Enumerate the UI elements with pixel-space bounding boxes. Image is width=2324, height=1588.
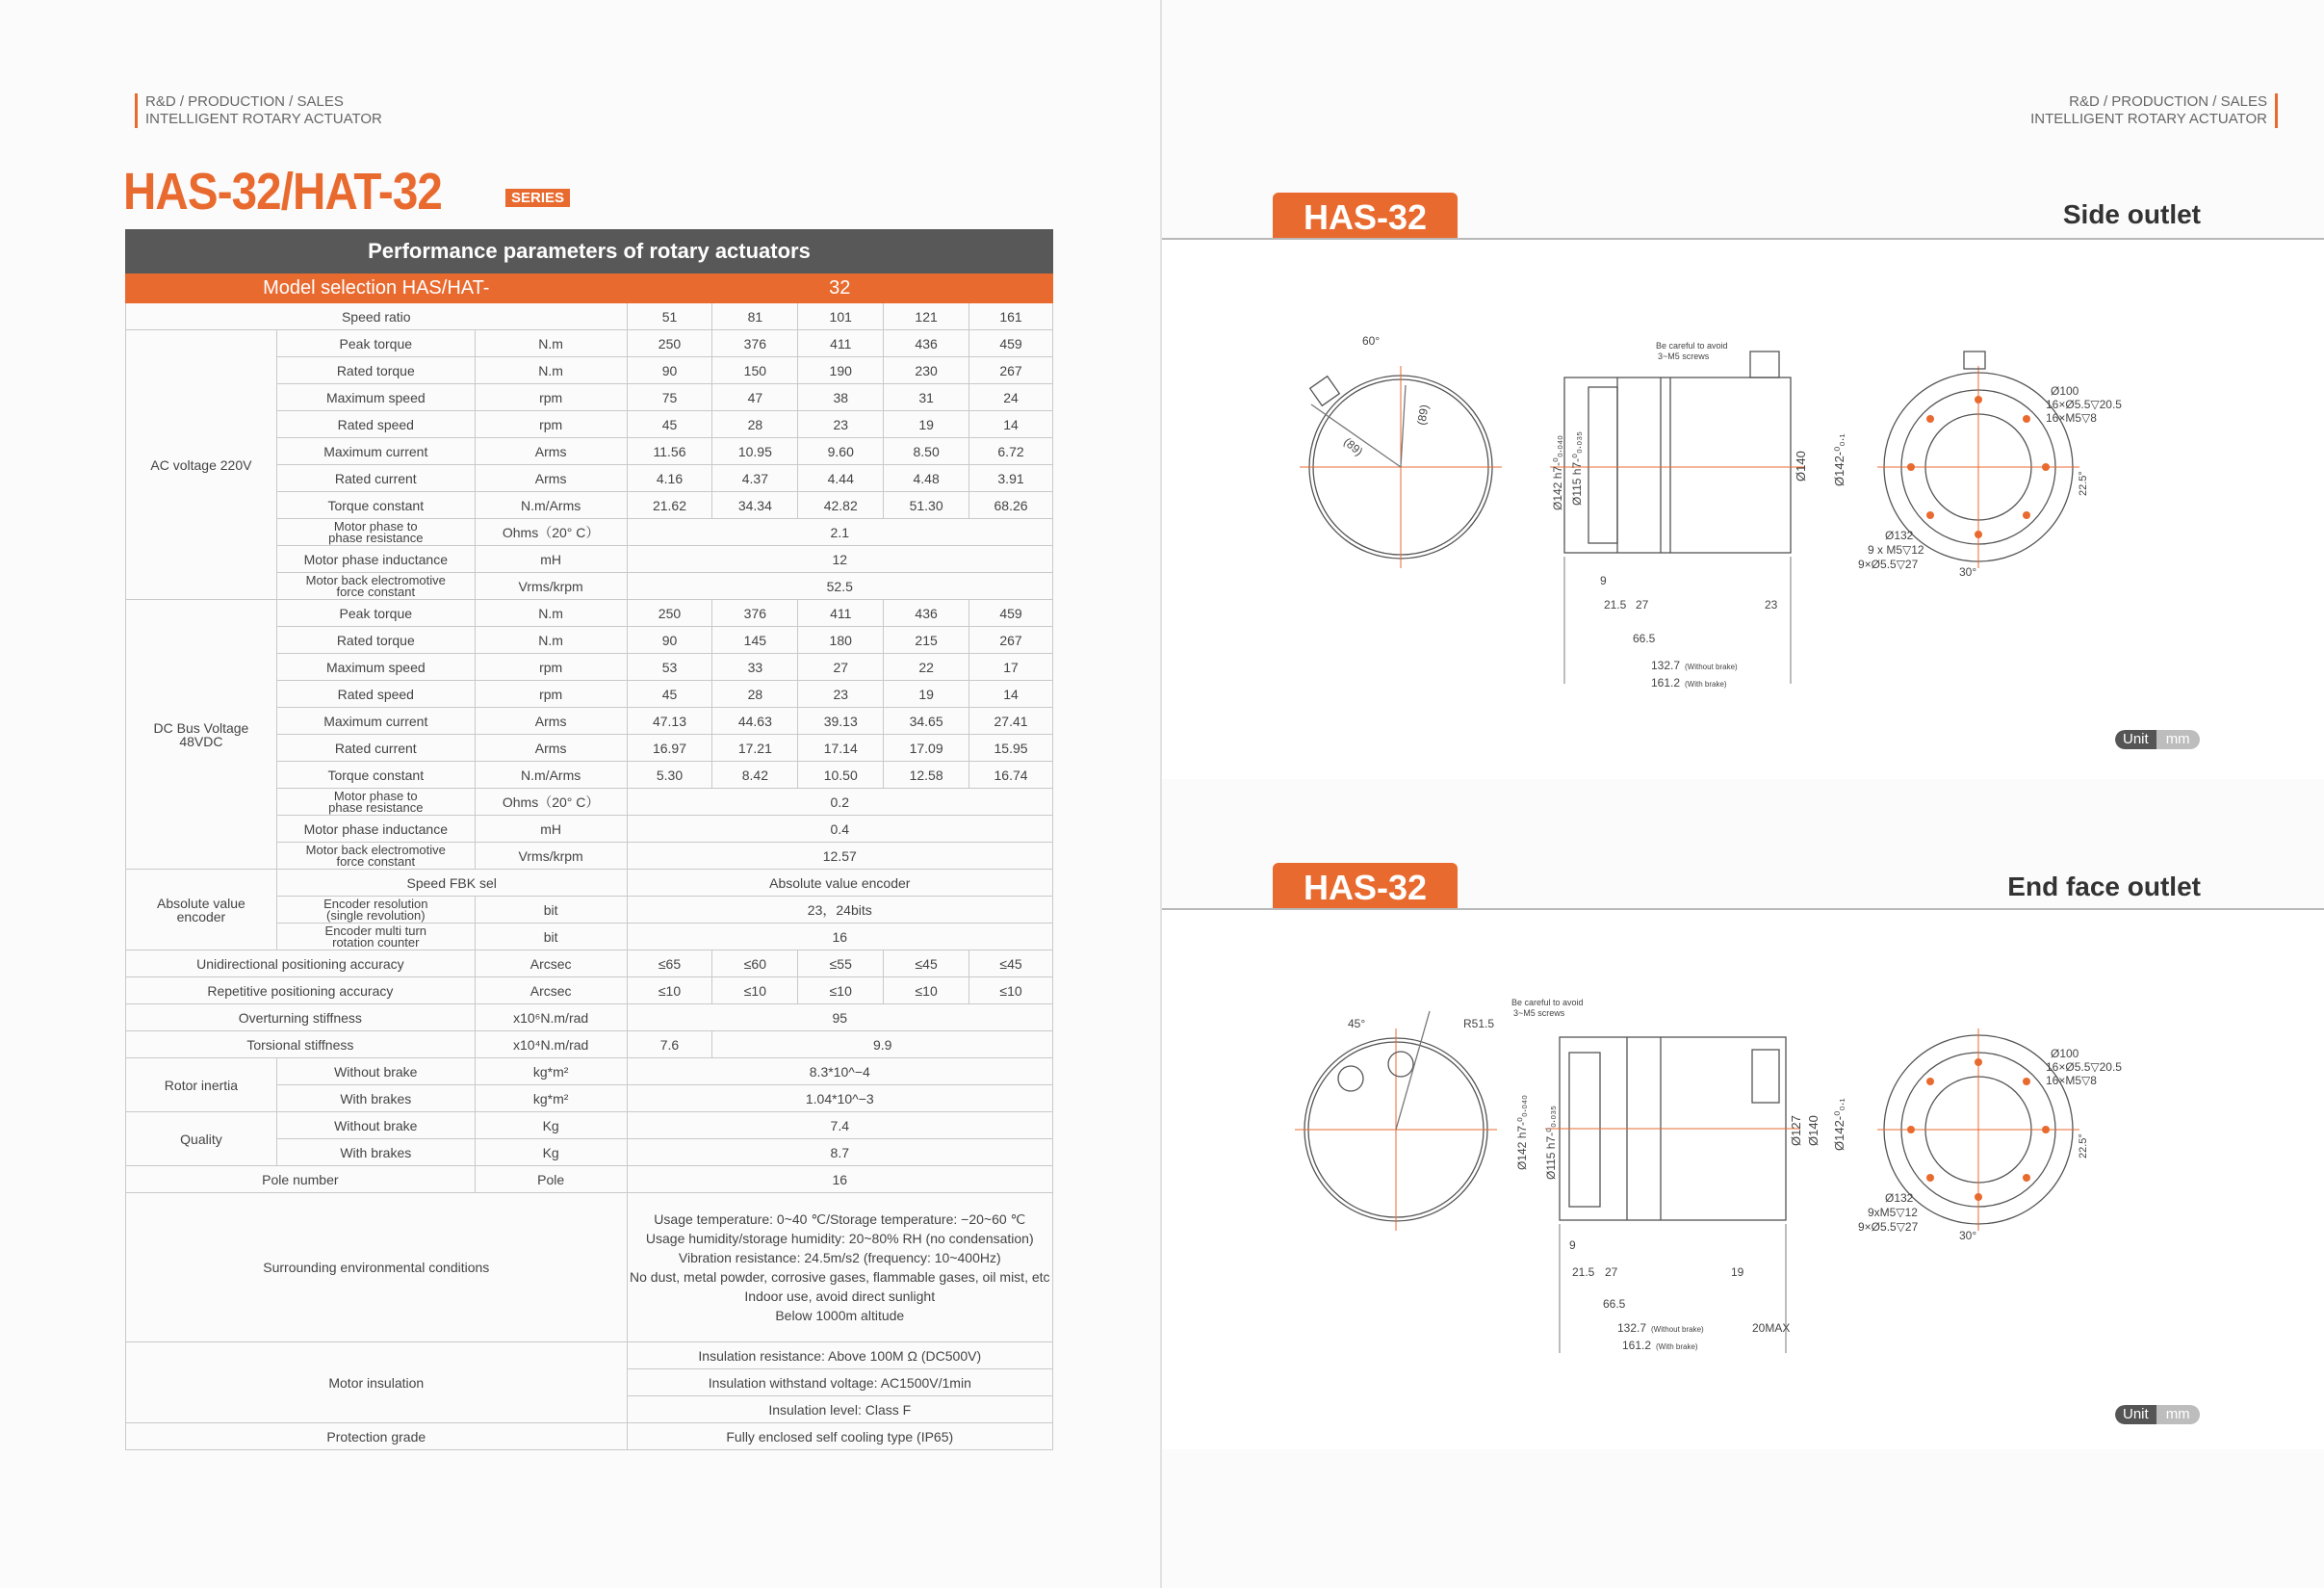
row-unit: rpm [475,411,627,438]
dim-text: (With brake) [1656,1342,1698,1351]
row-unit: mH [475,816,627,843]
table-cell: 8.42 [712,762,798,789]
speed-ratio-label: Speed ratio [126,303,628,330]
row-unit: Ohms（20° C） [475,519,627,546]
table-cell: ≤55 [798,950,884,977]
table-cell: 95 [627,1004,1052,1031]
row-label: Motor insulation [126,1342,628,1423]
dim-text: 30° [1959,565,1977,579]
row-unit: rpm [475,654,627,681]
table-cell: 150 [712,357,798,384]
section-subtitle-end: End face outlet [2007,872,2201,901]
dim-text: Ø132 [1885,529,1914,542]
dim-text: Ø127 [1789,1115,1803,1146]
table-cell: 27 [798,654,884,681]
dim-text: 9 x M5▽12 [1868,543,1924,557]
dim-text: 9×Ø5.5▽27 [1858,1220,1919,1234]
dim-text: (Without brake) [1651,1325,1704,1334]
table-cell: 12.57 [627,843,1052,870]
table-cell: 7.4 [627,1112,1052,1139]
table-cell: 45 [627,411,712,438]
dim-text: Ø132 [1885,1191,1914,1205]
table-row [126,1004,1053,1031]
dim-text: Ø100 [2051,384,2079,398]
dim-text: 161.2 [1622,1339,1652,1352]
ac-group-label: AC voltage 220V [126,330,277,600]
note-text: 3~M5 screws [1513,1008,1565,1018]
row-unit: Arms [475,438,627,465]
note-text: Be careful to avoid [1511,998,1584,1007]
model-selection-label: Model selection HAS/HAT- [126,273,628,303]
dim-text: 132.7 [1651,659,1681,672]
row-label: Motor phase to phase resistance [276,519,475,546]
table-cell: 34.34 [712,492,798,519]
table-cell: 19 [884,411,969,438]
dim-text: Ø142-⁰₀.₁ [1832,1098,1846,1151]
row-label: Motor phase to phase resistance [276,789,475,816]
table-cell: 459 [969,330,1053,357]
table-cell: ≤10 [969,977,1053,1004]
table-cell: 250 [627,330,712,357]
row-unit: x10⁶N.m/rad [475,1004,627,1031]
table-cell: 52.5 [627,573,1052,600]
table-cell: 4.48 [884,465,969,492]
table-cell: 250 [627,600,712,627]
table-cell: 21.62 [627,492,712,519]
table-cell: 14 [969,681,1053,708]
table-cell: 9.60 [798,438,884,465]
dim-text: 9xM5▽12 [1868,1206,1918,1219]
table-cell: 27.41 [969,708,1053,735]
section-tab-side: HAS-32 [1273,193,1458,241]
row-unit: Vrms/krpm [475,843,627,870]
table-cell: ≤10 [627,977,712,1004]
table-cell: 75 [627,384,712,411]
table-cell: 17.21 [712,735,798,762]
table-cell: 23 [798,411,884,438]
dim-text: 30° [1959,1229,1977,1242]
table-cell: 7.6 [627,1031,712,1058]
table-cell: 17 [969,654,1053,681]
env-line: No dust, metal powder, corrosive gases, flammable gases, oil mist, etc [630,1269,1050,1285]
table-cell: 17.09 [884,735,969,762]
row-label: Motor phase inductance [276,546,475,573]
dim-text: 66.5 [1633,632,1656,645]
table-cell: 22 [884,654,969,681]
dim-text: 9 [1569,1238,1576,1252]
dim-text: 45° [1348,1017,1366,1030]
table-cell: Insulation withstand voltage: AC1500V/1min [627,1369,1052,1396]
unit-badge-side [2115,730,2200,749]
table-cell: 436 [884,600,969,627]
row-unit: kg*m² [475,1085,627,1112]
brand-header-left [135,93,382,128]
env-line: Usage temperature: 0~40 ℃/Storage temperature: −20~60 ℃ [654,1211,1026,1227]
table-cell: 14 [969,411,1053,438]
row-unit: Pole [475,1166,627,1193]
table-cell: 53 [627,654,712,681]
dim-text: 27 [1636,598,1649,612]
table-cell: ≤60 [712,950,798,977]
row-label: Rated torque [276,357,475,384]
row-unit: bit [475,924,627,950]
row-label: Torque constant [276,762,475,789]
table-row [126,870,1053,897]
table-cell: 376 [712,600,798,627]
row-unit: N.m/Arms [475,762,627,789]
table-row [126,1031,1053,1058]
series-badge: SERIES [505,189,570,207]
table-cell: 4.16 [627,465,712,492]
row-label: Motor phase inductance [276,816,475,843]
row-unit: Ohms（20° C） [475,789,627,816]
table-cell: 8.7 [627,1139,1052,1166]
row-label: Without brake [276,1112,475,1139]
env-line: Vibration resistance: 24.5m/s2 (frequency: 10~400Hz) [678,1250,1001,1265]
table-cell: 90 [627,357,712,384]
table-cell: Absolute value encoder [627,870,1052,897]
row-unit: x10⁴N.m/rad [475,1031,627,1058]
table-cell: 33 [712,654,798,681]
row-label: Rated speed [276,411,475,438]
table-cell: 4.44 [798,465,884,492]
row-unit: N.m [475,330,627,357]
table-cell: 42.82 [798,492,884,519]
row-label: Rated current [276,465,475,492]
table-row [126,303,1053,330]
table-row [126,950,1053,977]
row-unit: N.m [475,357,627,384]
row-label: Speed FBK sel [276,870,627,897]
table-row [126,977,1053,1004]
table-cell: 190 [798,357,884,384]
row-label: Rated torque [276,627,475,654]
dim-text: 27 [1605,1265,1618,1279]
performance-table [125,229,1053,1450]
table-cell: 3.91 [969,465,1053,492]
dim-text: 16×Ø5.5▽20.5 [2046,1060,2122,1074]
table-cell: ≤45 [969,950,1053,977]
row-label: Unidirectional positioning accuracy [126,950,476,977]
table-cell: 47 [712,384,798,411]
table-cell: ≤10 [798,977,884,1004]
dim-text: Ø142-⁰₀.₁ [1832,433,1846,486]
brand-line1: R&D / PRODUCTION / SALES [145,93,344,110]
table-cell: 16.74 [969,762,1053,789]
env-conditions [627,1193,1052,1342]
table-cell: 16 [627,1166,1052,1193]
table-cell: 411 [798,330,884,357]
env-line: Usage humidity/storage humidity: 20~80% RH (no condensation) [645,1231,1034,1246]
table-cell: 161 [969,303,1053,330]
row-unit: N.m [475,600,627,627]
dim-text: 19 [1731,1265,1744,1279]
table-row [126,1342,1053,1369]
env-line: Below 1000m altitude [775,1308,905,1323]
row-unit: Arcsec [475,950,627,977]
table-cell: 5.30 [627,762,712,789]
row-label: Torque constant [276,492,475,519]
table-cell: ≤65 [627,950,712,977]
side-outlet-drawing [1280,318,2214,703]
row-label: Maximum speed [276,654,475,681]
section-subtitle-side: Side outlet [2062,199,2201,229]
note-text: 3~M5 screws [1658,351,1710,361]
table-heading: Performance parameters of rotary actuators [126,230,1053,273]
table-cell: 34.65 [884,708,969,735]
row-unit: Arms [475,465,627,492]
table-cell: 51.30 [884,492,969,519]
table-cell: 411 [798,600,884,627]
table-cell: ≤10 [712,977,798,1004]
table-cell: 51 [627,303,712,330]
table-cell: 81 [712,303,798,330]
row-label: Overturning stiffness [126,1004,476,1031]
table-row [126,1166,1053,1193]
table-row [126,1058,1053,1085]
table-cell: 1.04*10^−3 [627,1085,1052,1112]
dc-group-label: DC Bus Voltage 48VDC [126,600,277,870]
table-cell: 0.2 [627,789,1052,816]
dim-text: 60° [1362,334,1381,348]
table-row [126,1423,1053,1450]
row-unit: Kg [475,1139,627,1166]
row-unit: bit [475,897,627,924]
table-cell: 45 [627,681,712,708]
inertia-group-label: Rotor inertia [126,1058,277,1112]
row-unit: Arcsec [475,977,627,1004]
table-cell: 459 [969,600,1053,627]
table-cell: 2.1 [627,519,1052,546]
dim-text: Ø142 h7-⁰₀.₀₄₀ [1515,1094,1529,1170]
table-cell: ≤10 [884,977,969,1004]
dim-text: 16×M5▽8 [2046,411,2097,425]
dim-text: (Without brake) [1685,663,1738,671]
row-unit: Arms [475,708,627,735]
row-label: Motor back electromotive force constant [276,843,475,870]
dim-text: 20MAX [1752,1321,1791,1335]
dim-text: 161.2 [1651,676,1681,690]
brand-header-right [2030,93,2278,128]
table-cell: 215 [884,627,969,654]
unit-value: mm [2156,1405,2200,1424]
dim-text: 16×M5▽8 [2046,1074,2097,1087]
row-label: Peak torque [276,600,475,627]
section-tab-end: HAS-32 [1273,863,1458,911]
table-cell: 9.9 [712,1031,1053,1058]
row-label: Torsional stiffness [126,1031,476,1058]
table-cell: 11.56 [627,438,712,465]
table-cell: 17.14 [798,735,884,762]
table-cell: 180 [798,627,884,654]
row-label: Motor back electromotive force constant [276,573,475,600]
table-cell: 4.37 [712,465,798,492]
table-cell: 47.13 [627,708,712,735]
table-cell: 376 [712,330,798,357]
end-face-outlet-drawing [1280,987,2214,1372]
row-label: Rated current [276,735,475,762]
page-title: HAS-32/HAT-32 [123,163,442,221]
table-cell: 8.50 [884,438,969,465]
row-label: Encoder multi turn rotation counter [276,924,475,950]
dim-text: 22.5° [2078,471,2089,496]
table-row [126,1193,1053,1342]
dim-text: 21.5 [1572,1265,1595,1279]
table-cell: 39.13 [798,708,884,735]
table-row [126,330,1053,357]
table-cell: 16.97 [627,735,712,762]
row-unit: N.m [475,627,627,654]
unit-label: Unit [2115,730,2156,749]
quality-group-label: Quality [126,1112,277,1166]
dim-text: Ø142 h7-⁰₀.₀₄₀ [1551,434,1564,510]
table-cell: 90 [627,627,712,654]
table-cell: 19 [884,681,969,708]
table-row [126,1112,1053,1139]
dim-text: 23 [1765,598,1778,612]
row-label: Encoder resolution (single revolution) [276,897,475,924]
unit-label: Unit [2115,1405,2156,1424]
row-label: With brakes [276,1139,475,1166]
row-unit: rpm [475,384,627,411]
table-cell: 230 [884,357,969,384]
table-cell: 8.3*10^−4 [627,1058,1052,1085]
row-unit: N.m/Arms [475,492,627,519]
env-line: Indoor use, avoid direct sunlight [744,1289,936,1304]
dim-text: 9 [1600,574,1607,587]
table-cell: 101 [798,303,884,330]
row-unit: rpm [475,681,627,708]
table-cell: 267 [969,357,1053,384]
unit-badge-end [2115,1405,2200,1424]
dim-text: 21.5 [1604,598,1627,612]
row-label: Repetitive positioning accuracy [126,977,476,1004]
table-cell: Insulation resistance: Above 100M Ω (DC500V) [627,1342,1052,1369]
dim-text: 22.5° [2078,1133,2089,1158]
table-cell: 24 [969,384,1053,411]
note-text: Be careful to avoid [1656,341,1728,351]
dim-text: 16×Ø5.5▽20.5 [2046,398,2122,411]
unit-value: mm [2156,730,2200,749]
row-label: Maximum current [276,708,475,735]
dim-text: (With brake) [1685,680,1727,689]
table-cell: 0.4 [627,816,1052,843]
table-cell: 68.26 [969,492,1053,519]
table-cell: 10.95 [712,438,798,465]
row-label: With brakes [276,1085,475,1112]
dim-text: Ø100 [2051,1047,2079,1060]
row-label: Maximum speed [276,384,475,411]
row-label: Pole number [126,1166,476,1193]
dim-text: (89) [1414,404,1432,427]
table-cell: 28 [712,681,798,708]
dim-text: (89) [1341,434,1366,459]
table-cell: ≤45 [884,950,969,977]
table-cell: 23，24bits [627,897,1052,924]
dim-text: Ø140 [1794,451,1808,482]
row-label: Rated speed [276,681,475,708]
dim-text: Ø115 h7-⁰₀.₀₃₅ [1544,1106,1558,1180]
table-cell: 28 [712,411,798,438]
table-cell: 15.95 [969,735,1053,762]
row-unit: mH [475,546,627,573]
row-label: Protection grade [126,1423,628,1450]
table-cell: 16 [627,924,1052,950]
table-cell: 12 [627,546,1052,573]
table-row [126,600,1053,627]
dim-text: Ø115 h7-⁰₀.₀₃₅ [1570,431,1584,506]
table-cell: Fully enclosed self cooling type (IP65) [627,1423,1052,1450]
dim-text: 9×Ø5.5▽27 [1858,558,1919,571]
model-selection-value: 32 [627,273,1052,303]
dim-text: R51.5 [1463,1017,1495,1030]
table-cell: 6.72 [969,438,1053,465]
table-cell: 267 [969,627,1053,654]
table-cell: 38 [798,384,884,411]
row-unit: kg*m² [475,1058,627,1085]
table-cell: 12.58 [884,762,969,789]
table-cell: 44.63 [712,708,798,735]
table-cell: 145 [712,627,798,654]
table-cell: 31 [884,384,969,411]
row-label: Surrounding environmental conditions [126,1193,628,1342]
row-label: Maximum current [276,438,475,465]
row-label: Peak torque [276,330,475,357]
row-unit: Vrms/krpm [475,573,627,600]
encoder-group-label: Absolute value encoder [126,870,277,950]
table-cell: 121 [884,303,969,330]
row-unit: Kg [475,1112,627,1139]
dim-text: 132.7 [1617,1321,1647,1335]
table-cell: 23 [798,681,884,708]
brand-line2: INTELLIGENT ROTARY ACTUATOR [145,111,382,127]
row-label: Without brake [276,1058,475,1085]
dim-text: 66.5 [1603,1297,1626,1311]
table-cell: 436 [884,330,969,357]
brand-line1: R&D / PRODUCTION / SALES [2069,93,2267,110]
row-unit: Arms [475,735,627,762]
table-cell: Insulation level: Class F [627,1396,1052,1423]
brand-line2: INTELLIGENT ROTARY ACTUATOR [2030,111,2267,127]
dim-text: Ø140 [1806,1115,1820,1146]
table-cell: 10.50 [798,762,884,789]
